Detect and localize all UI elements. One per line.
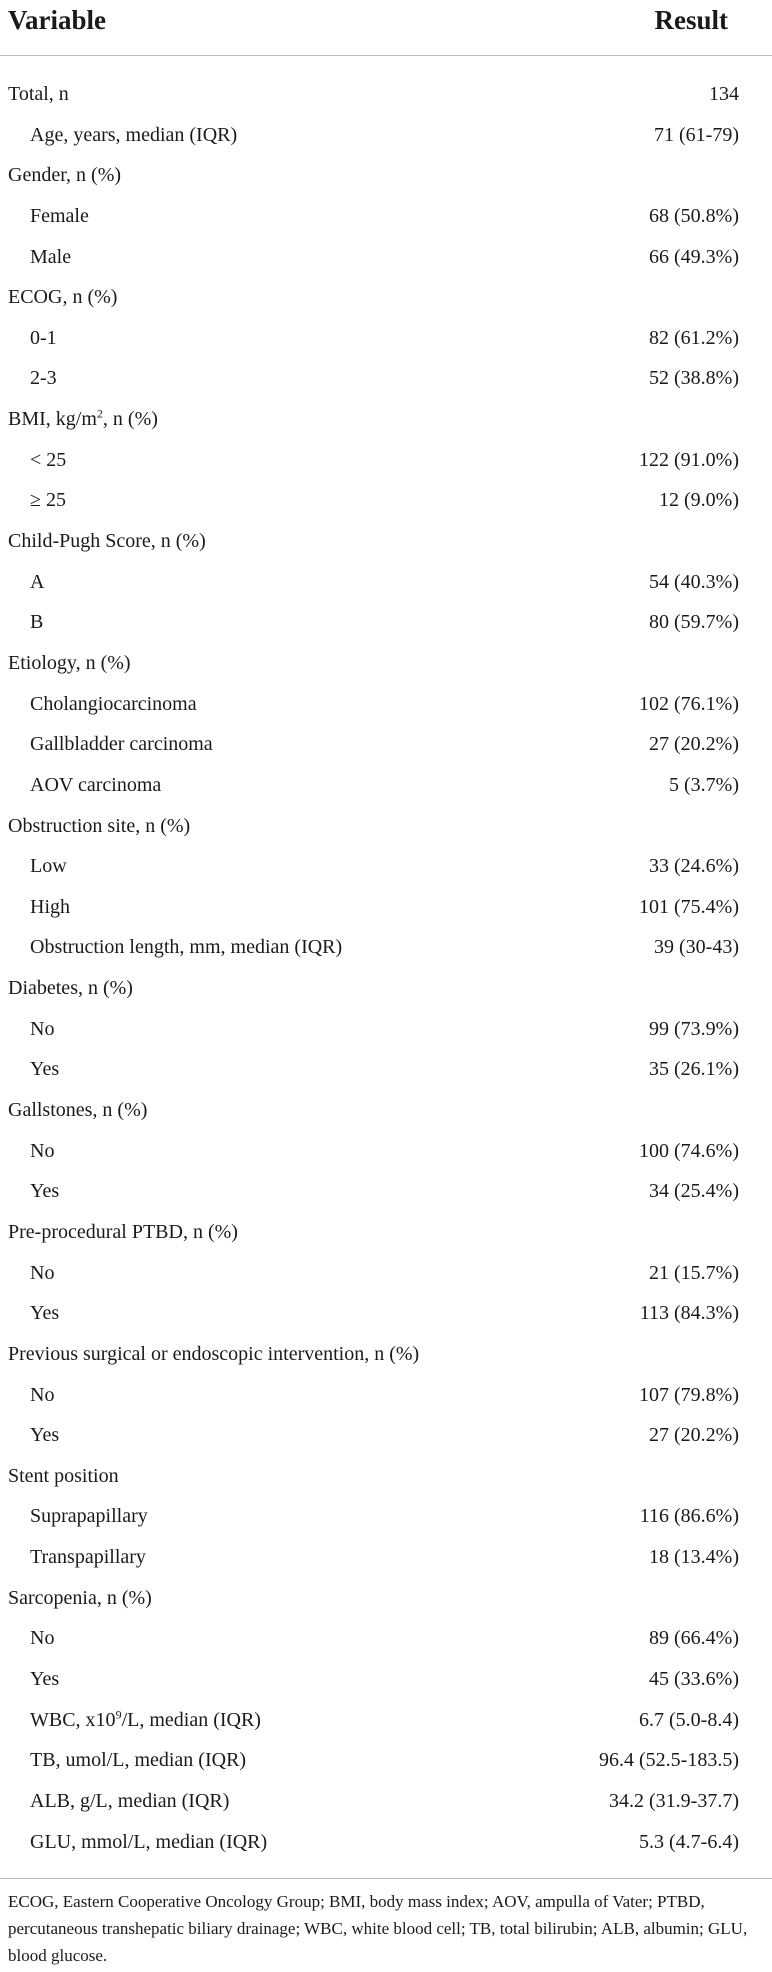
row-label xyxy=(30,1659,59,1699)
table-row xyxy=(0,1049,772,1090)
row-value: 89 (66.4%) xyxy=(649,1627,739,1650)
row-label-text: No xyxy=(30,1627,55,1650)
row-label-text: Sarcopenia, n (%) xyxy=(8,1586,152,1609)
row-value: 27 (20.2%) xyxy=(649,733,739,756)
table-row xyxy=(0,643,772,684)
row-label-text: ≥ 25 xyxy=(30,489,66,512)
row-label-text: AOV carcinoma xyxy=(30,773,162,796)
row-label-text: ALB, g/L, median (IQR) xyxy=(30,1789,230,1812)
row-value: 12 (9.0%) xyxy=(659,489,739,512)
row-label-suffix: , n (%) xyxy=(102,408,158,431)
row-value: 100 (74.6%) xyxy=(639,1139,739,1162)
row-label xyxy=(8,1334,419,1374)
row-label xyxy=(30,196,89,236)
row-value: 34.2 (31.9-37.7) xyxy=(609,1789,739,1812)
row-label-text: Gender, n (%) xyxy=(8,164,122,187)
row-label xyxy=(30,318,57,358)
row-label xyxy=(30,927,342,967)
row-label xyxy=(8,968,133,1008)
row-value: 116 (86.6%) xyxy=(639,1505,739,1528)
row-label-superscript: 9 xyxy=(115,1706,122,1721)
row-value: 68 (50.8%) xyxy=(649,204,739,227)
row-label xyxy=(8,277,117,317)
row-value: 71 (61-79) xyxy=(654,123,739,146)
row-label xyxy=(30,1375,54,1415)
row-label xyxy=(8,1456,119,1496)
table-row xyxy=(0,440,772,481)
table-row xyxy=(0,927,772,968)
row-label-text: ECOG, n (%) xyxy=(8,286,118,309)
table-row xyxy=(0,1090,772,1131)
table-row xyxy=(0,1293,772,1334)
row-label xyxy=(8,399,158,439)
table-row xyxy=(0,602,772,643)
table-row xyxy=(0,1253,772,1294)
row-label xyxy=(8,806,190,846)
row-label-text: Stent position xyxy=(8,1464,119,1487)
row-label-text: No xyxy=(30,1139,55,1162)
row-value: 122 (91.0%) xyxy=(639,448,739,471)
table-row xyxy=(0,1212,772,1253)
row-label-text: WBC, x10 xyxy=(30,1708,116,1731)
row-label-text: Etiology, n (%) xyxy=(8,651,131,674)
table-row xyxy=(0,115,772,156)
header-variable: Variable xyxy=(8,5,107,35)
row-value: 102 (76.1%) xyxy=(639,692,739,715)
table-row xyxy=(0,399,772,440)
row-label-text: Obstruction site, n (%) xyxy=(8,814,191,837)
row-label xyxy=(8,1212,238,1252)
row-value: 113 (84.3%) xyxy=(639,1302,739,1325)
row-label xyxy=(8,155,121,195)
row-label xyxy=(8,74,69,114)
row-value: 34 (25.4%) xyxy=(649,1180,739,1203)
row-label-text: Age, years, median (IQR) xyxy=(30,123,238,146)
row-label xyxy=(30,1049,59,1089)
row-label xyxy=(30,1253,54,1293)
table-row xyxy=(0,277,772,318)
table-row xyxy=(0,1334,772,1375)
row-label xyxy=(30,1618,54,1658)
table-row xyxy=(0,724,772,765)
row-label-text: No xyxy=(30,1383,55,1406)
row-label-text: Yes xyxy=(30,1424,60,1447)
row-value: 80 (59.7%) xyxy=(649,611,739,634)
row-label-text: Yes xyxy=(30,1058,60,1081)
row-label-text: A xyxy=(30,570,45,593)
table-row xyxy=(0,1618,772,1659)
row-value: 101 (75.4%) xyxy=(639,895,739,918)
table-row xyxy=(0,1375,772,1416)
row-label xyxy=(30,1171,59,1211)
row-label xyxy=(30,724,213,764)
row-value: 39 (30-43) xyxy=(654,936,739,959)
row-label-text: Suprapapillary xyxy=(30,1505,148,1528)
row-label xyxy=(30,1537,146,1577)
row-label xyxy=(30,358,57,398)
row-label xyxy=(30,440,66,480)
table-row xyxy=(0,155,772,196)
table-row xyxy=(0,1496,772,1537)
table-row xyxy=(0,358,772,399)
row-label-text: Child-Pugh Score, n (%) xyxy=(8,530,206,553)
row-label-text: Yes xyxy=(30,1302,60,1325)
row-label xyxy=(30,846,67,886)
row-label xyxy=(8,1090,147,1130)
table-row xyxy=(0,1578,772,1619)
row-label xyxy=(30,1131,54,1171)
row-label xyxy=(8,1578,152,1618)
row-value: 35 (26.1%) xyxy=(649,1058,739,1081)
table-row xyxy=(0,318,772,359)
row-label xyxy=(30,237,71,277)
table-row xyxy=(0,1456,772,1497)
row-label-text: Gallbladder carcinoma xyxy=(30,733,213,756)
table-footnote: ECOG, Eastern Cooperative Oncology Group; BMI, body mass index; AOV, ampulla of Vater; PTBD, percutaneous transhepatic biliary drainage; WBC, white blood cell; TB, total bilirubin; ALB, albumin; GLU, blood glucose. xyxy=(8,1892,748,1965)
row-label xyxy=(30,602,43,642)
table-row xyxy=(0,1822,772,1863)
row-label xyxy=(30,480,66,520)
table-row xyxy=(0,1659,772,1700)
table-body xyxy=(0,74,772,1862)
row-value: 52 (38.8%) xyxy=(649,367,739,390)
row-label-text: Pre-procedural PTBD, n (%) xyxy=(8,1220,238,1243)
row-label xyxy=(30,115,237,155)
table-row xyxy=(0,521,772,562)
row-label-text: < 25 xyxy=(30,448,67,471)
table-row xyxy=(0,1700,772,1741)
table-row xyxy=(0,1131,772,1172)
row-label-text: GLU, mmol/L, median (IQR) xyxy=(30,1830,268,1853)
row-label xyxy=(30,765,161,805)
row-label xyxy=(8,521,206,561)
row-label-text: Yes xyxy=(30,1180,60,1203)
table-row xyxy=(0,765,772,806)
table-row xyxy=(0,887,772,928)
row-label xyxy=(30,1740,246,1780)
row-label-text: Previous surgical or endoscopic intervention, n (%) xyxy=(8,1342,420,1365)
row-label-text: BMI, kg/m xyxy=(8,408,97,431)
table-row xyxy=(0,237,772,278)
table-header-row xyxy=(0,0,772,56)
row-value: 45 (33.6%) xyxy=(649,1667,739,1690)
table-row xyxy=(0,846,772,887)
table-row xyxy=(0,480,772,521)
header-result: Result xyxy=(654,5,728,35)
row-label-text: Male xyxy=(30,245,72,268)
row-label-text: Diabetes, n (%) xyxy=(8,977,133,1000)
row-label xyxy=(30,887,70,927)
row-value: 6.7 (5.0-8.4) xyxy=(639,1708,739,1731)
row-label xyxy=(30,1700,261,1740)
row-label-text: B xyxy=(30,611,44,634)
row-label-text: Total, n xyxy=(8,83,69,105)
row-value: 82 (61.2%) xyxy=(649,326,739,349)
row-label-superscript: 2 xyxy=(96,406,103,421)
row-value: 66 (49.3%) xyxy=(649,245,739,268)
table-bottom-rule xyxy=(0,1878,772,1879)
row-label-text: Yes xyxy=(30,1667,60,1690)
row-value: 18 (13.4%) xyxy=(649,1546,739,1569)
row-label xyxy=(30,684,197,724)
row-label xyxy=(30,1009,54,1049)
row-label xyxy=(30,562,44,602)
row-value: 21 (15.7%) xyxy=(649,1261,739,1284)
row-value: 107 (79.8%) xyxy=(639,1383,739,1406)
row-value: 134 xyxy=(709,83,739,105)
row-value: 99 (73.9%) xyxy=(649,1017,739,1040)
row-label xyxy=(8,643,131,683)
row-label-text: 2-3 xyxy=(30,367,57,390)
row-label xyxy=(30,1293,59,1333)
table-row xyxy=(0,806,772,847)
row-label-text: No xyxy=(30,1261,55,1284)
row-value: 54 (40.3%) xyxy=(649,570,739,593)
row-label-text: Gallstones, n (%) xyxy=(8,1099,148,1122)
table-row xyxy=(0,1537,772,1578)
table-row xyxy=(0,562,772,603)
row-value: 96.4 (52.5-183.5) xyxy=(599,1749,739,1772)
row-label-text: No xyxy=(30,1017,55,1040)
row-label-text: Obstruction length, mm, median (IQR) xyxy=(30,936,343,959)
row-label xyxy=(30,1496,148,1536)
row-label-text: Female xyxy=(30,204,89,227)
row-label-text: Transpapillary xyxy=(30,1546,146,1569)
row-label xyxy=(30,1822,267,1862)
row-label xyxy=(30,1415,59,1455)
row-label-text: TB, umol/L, median (IQR) xyxy=(30,1749,247,1772)
row-label-text: Cholangiocarcinoma xyxy=(30,692,197,715)
table-row xyxy=(0,1740,772,1781)
table-row xyxy=(0,1009,772,1050)
row-value: 5 (3.7%) xyxy=(669,773,739,796)
row-label-text: Low xyxy=(30,855,67,878)
row-label-text: 0-1 xyxy=(30,326,57,349)
row-label-suffix: /L, median (IQR) xyxy=(121,1708,261,1731)
table-row xyxy=(0,1171,772,1212)
table-row xyxy=(0,196,772,237)
table-row xyxy=(0,74,772,115)
row-value: 33 (24.6%) xyxy=(649,855,739,878)
row-label-text: High xyxy=(30,895,70,918)
row-value: 5.3 (4.7-6.4) xyxy=(639,1830,739,1853)
table-row xyxy=(0,1415,772,1456)
table-row xyxy=(0,684,772,725)
row-value: 27 (20.2%) xyxy=(649,1424,739,1447)
row-label xyxy=(30,1781,229,1821)
table-row xyxy=(0,1781,772,1822)
table-row xyxy=(0,968,772,1009)
